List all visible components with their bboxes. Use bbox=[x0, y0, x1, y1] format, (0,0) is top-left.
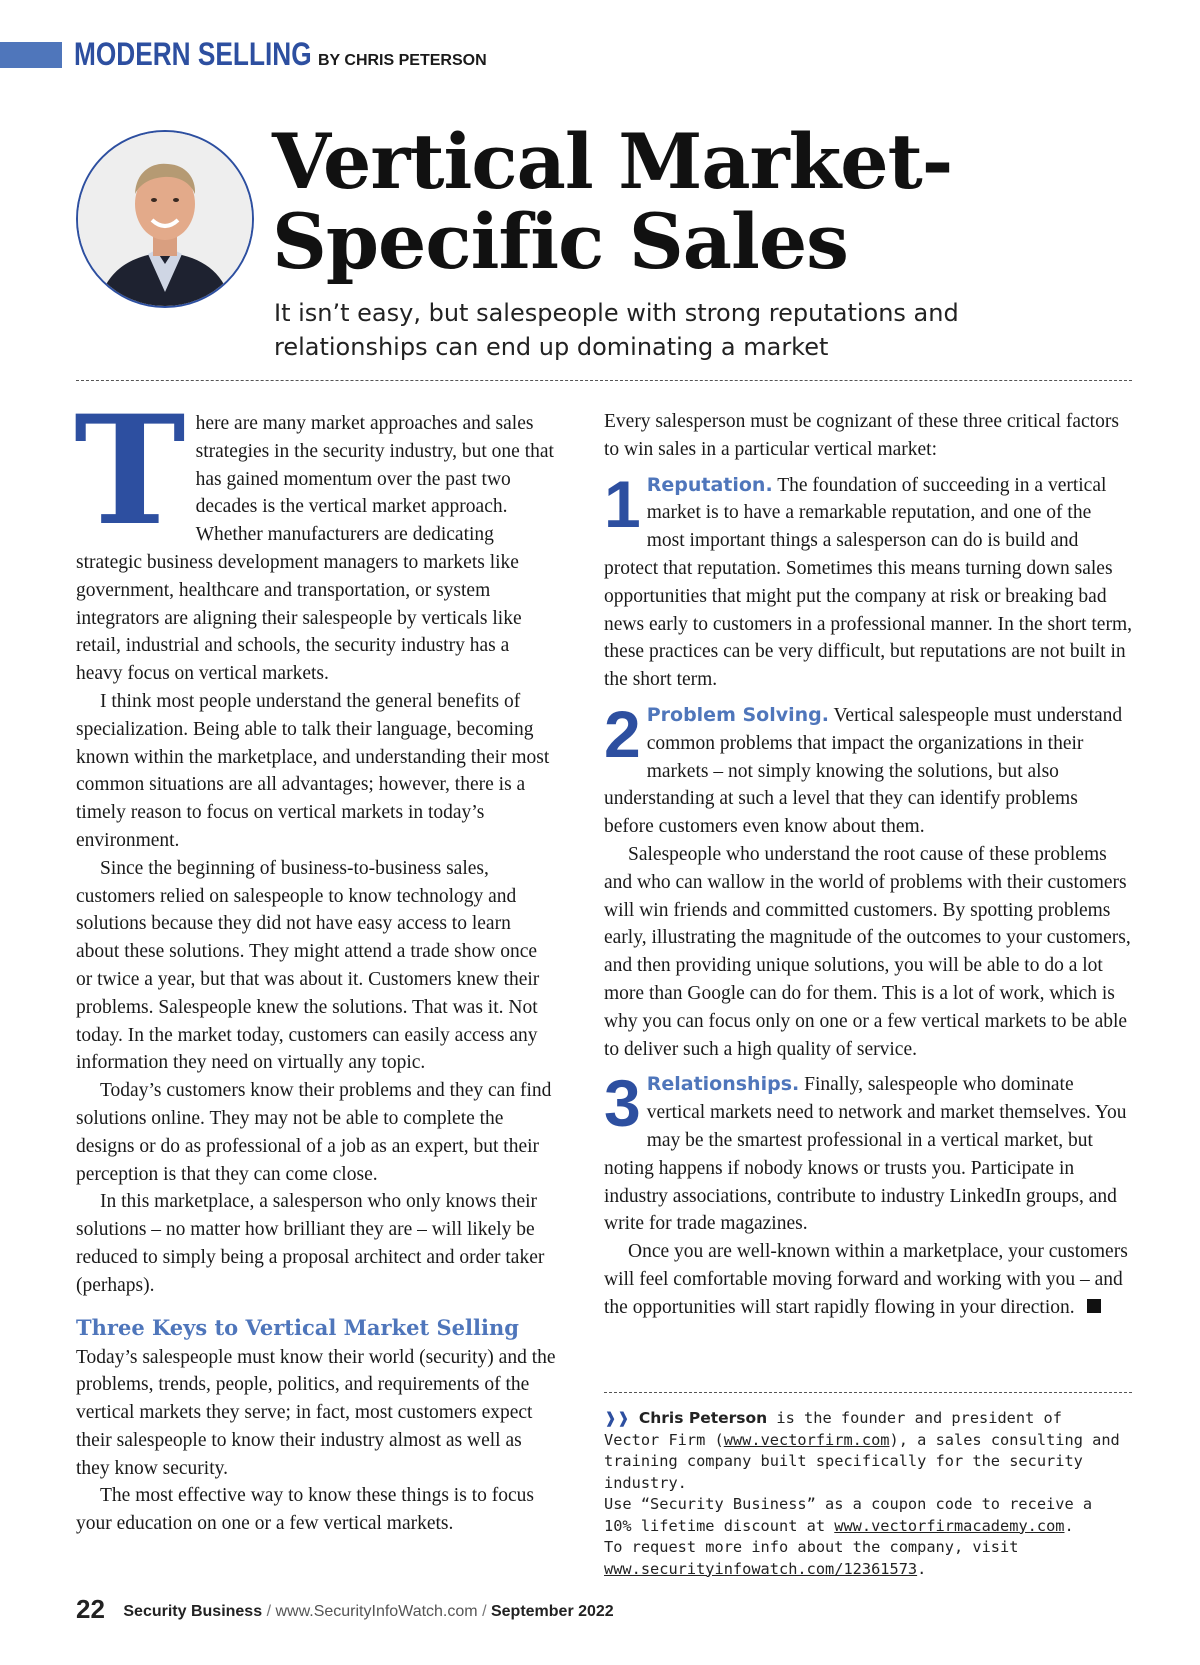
closing-paragraph-text: Once you are well-known within a marketplace, your customers will feel comfortable moving forward and working with you – and the opportunities will start rapidly flowing in your direction. bbox=[604, 1241, 1128, 1318]
key-3-number: 3 bbox=[604, 1066, 641, 1141]
footer-separator: / bbox=[266, 1603, 272, 1620]
footer-url: www.SecurityInfoWatch.com bbox=[275, 1603, 478, 1620]
magazine-name: Security Business bbox=[123, 1603, 263, 1620]
left-column bbox=[74, 383, 558, 1538]
page-number: 22 bbox=[76, 1594, 105, 1624]
author-portrait-illustration bbox=[78, 132, 252, 306]
opening-paragraph bbox=[74, 383, 558, 688]
section-label: MODERN SELLING bbox=[74, 36, 312, 72]
headline-line-1: Vertical Market- bbox=[272, 117, 953, 206]
right-column bbox=[604, 408, 1132, 1322]
author-photo bbox=[76, 130, 254, 308]
section-subhead: Three Keys to Vertical Market Selling bbox=[76, 1314, 519, 1340]
body-paragraph: The most effective way to know these things is to focus your education on one or a few vertical markets. bbox=[76, 1485, 534, 1535]
securityinfowatch-link[interactable]: www.securityinfowatch.com/12361573 bbox=[604, 1559, 918, 1578]
bio-marker-icon: ❱❱ bbox=[604, 1409, 630, 1427]
key-1 bbox=[604, 466, 1132, 694]
dropcap: T bbox=[74, 383, 186, 559]
byline: BY CHRIS PETERSON bbox=[318, 52, 487, 69]
key-1-text: The foundation of succeeding in a vertical market is to have a remarkable reputation, and one of the most important things a salesperson can do is build and protect that reputation. Sometimes this means turning down sales opportunities that might put the company at risk or breaking bad news early to customers in a professional manner. In the short term, these practices can be very difficult, but reputations are not built in the short term. bbox=[604, 474, 1132, 691]
key-2-title: Problem Solving. bbox=[646, 703, 829, 726]
opening-paragraph-text: here are many market approaches and sales strategies in the security industry, but one that has gained momentum over the past two decades is the vertical market approach. Whether manufacturers are dedicating strategic business development managers to markets like government, healthcare and transportation, or system integrators are aligning their salespeople by verticals like retail, industrial and schools, the security industry has a heavy focus on vertical markets. bbox=[76, 413, 554, 685]
deck-subtitle: It isn’t easy, but salespeople with strong reputations and relationships can end up dominating a market bbox=[274, 299, 959, 361]
body-paragraph: In this marketplace, a salesperson who only knows their solutions – no matter how brilliant they are – will likely be reduced to simply being a proposal architect and order taker (perhaps). bbox=[76, 1191, 545, 1296]
issue-date: September 2022 bbox=[490, 1603, 614, 1620]
vectorfirmacademy-link[interactable]: www.vectorfirmacademy.com bbox=[834, 1516, 1065, 1535]
key-3-text: Finally, salespeople who dominate vertical markets need to network and market themselves. You may be the smartest professional in a vertical market, but noting happens if nobody knows or trusts you. Participate in industry associations, contribute to industry LinkedIn groups, and write for trade magazines. bbox=[604, 1074, 1127, 1235]
author-bio: ❱❱ Chris Peterson is the founder and president of Vector Firm (www.vectorfirm.com), a sales consulting and training company built specifically for the security industry. Use “Security Business” as a coupon code to receive a 10% lifetime discount at www.vectorfirmacademy.com. To request more info about the company, visit www.securityinfowatch.com/12361573. bbox=[604, 1409, 1120, 1578]
header-divider bbox=[76, 380, 1132, 381]
bio-author-name: Chris Peterson bbox=[638, 1409, 768, 1427]
vectorfirm-link[interactable]: www.vectorfirm.com bbox=[723, 1430, 890, 1449]
key-2-text: Vertical salespeople must understand common problems that impact the organizations in their markets – not simply knowing the solutions, but also understanding at such a level that they can identify problems before customers even know about them. bbox=[604, 704, 1123, 838]
bio-info-text: To request more info about the company, visit bbox=[604, 1538, 1019, 1556]
bio-text: ), a sales consulting and training company built specifically for the security industry. bbox=[604, 1430, 1120, 1492]
section-color-bar bbox=[0, 42, 62, 68]
bio-text: is the founder and president of Vector Firm ( bbox=[604, 1409, 1062, 1449]
closing-paragraph bbox=[604, 1238, 1132, 1321]
body-paragraph: Salespeople who understand the root cause of these problems and who can wallow in the world of problems with their customers will win friends and committed customers. By spotting problems early, illustrating the magnitude of the outcomes to your customers, and then providing unique solutions, you will be able to do a lot more than Google can do for them. This is a lot of work, which is why you can focus only on one or a few vertical markets to be able to deliver such a high quality of service. bbox=[604, 843, 1131, 1060]
key-1-title: Reputation. bbox=[646, 473, 773, 496]
key-1-number: 1 bbox=[604, 466, 641, 541]
key-2 bbox=[604, 696, 1132, 841]
end-of-article-mark bbox=[1087, 1299, 1101, 1313]
key-2-number: 2 bbox=[604, 696, 641, 771]
page-footer bbox=[76, 1594, 614, 1625]
intro-paragraph: Every salesperson must be cognizant of these three critical factors to win sales in a particular vertical market: bbox=[604, 411, 1119, 460]
headline bbox=[272, 117, 1172, 286]
body-paragraph: Today’s customers know their problems and they can find solutions online. They may not be able to complete the designs or do as professional of a job as an expert, but their perception is that they can come close. bbox=[76, 1080, 552, 1185]
body-paragraph: I think most people understand the general benefits of specialization. Being able to talk their language, becoming known within the marketplace, and understanding their most common situations are all advantages; however, there is a timely reason to focus on vertical markets in today’s environment. bbox=[76, 690, 550, 851]
body-paragraph: Today’s salespeople must know their world (security) and the problems, trends, people, politics, and requirements of the vertical markets they serve; in fact, most customers expect their salespeople to know their industry almost as well as they know security. bbox=[76, 1346, 556, 1479]
headline-line-2: Specific Sales bbox=[272, 197, 848, 286]
bio-coupon-text: Use “Security Business” as a coupon code to receive a 10% lifetime discount at bbox=[604, 1495, 1093, 1535]
key-3-title: Relationships. bbox=[646, 1073, 800, 1096]
footer-separator: / bbox=[482, 1603, 487, 1620]
bio-divider bbox=[604, 1392, 1132, 1393]
key-3 bbox=[604, 1066, 1132, 1238]
body-paragraph: Since the beginning of business-to-business sales, customers relied on salespeople to know technology and solutions because they did not have easy access to learn about these solutions. They might attend a trade show once or twice a year, but that was about it. Customers knew their problems. Salespeople knew the solutions. That was it. Not today. In the market today, customers can easily access any information they need on virtually any topic. bbox=[76, 857, 540, 1074]
